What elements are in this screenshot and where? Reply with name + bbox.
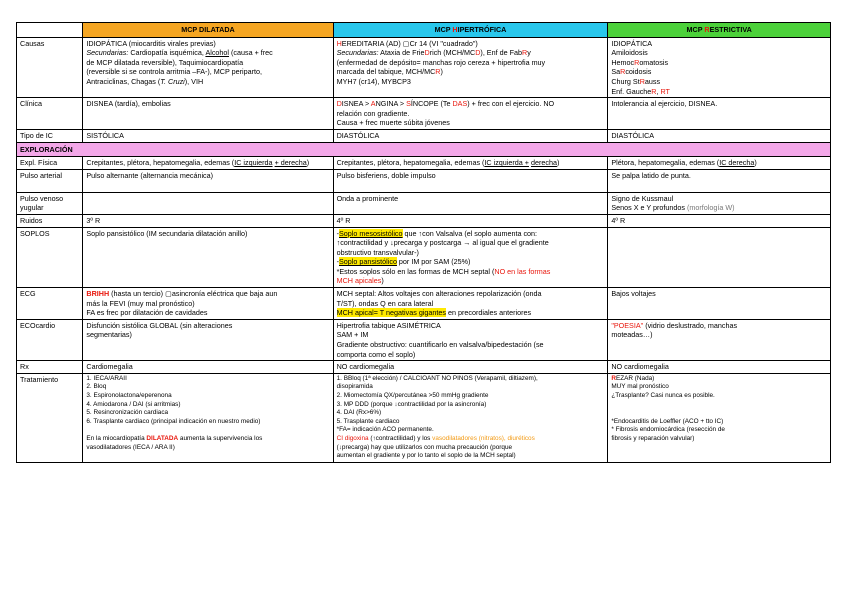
cell-pulso-venoso-dilatada bbox=[83, 192, 333, 214]
cell-pulso-venoso-hipertrofica: Onda a prominente bbox=[333, 192, 608, 214]
cell-ecg-dilatada: BRIHH (hasta un tercio) ▢asincronía eléctrica que baja aun más la FEVI (muy mal pronóstico) FA es frec por dilatación de cavidades bbox=[83, 288, 333, 320]
cell-pulso-arterial-hipertrofica: Pulso bisferiens, doble impulso bbox=[333, 169, 608, 192]
cell-clinica-restrictiva: Intolerancia al ejercicio, DISNEA. bbox=[608, 98, 831, 130]
square-icon: ▢ bbox=[165, 289, 172, 299]
cell-expl-hipertrofica: Crepitantes, plétora, hepatomegalia, edemas (IC izquierda + derecha) bbox=[333, 157, 608, 170]
comparison-table bbox=[16, 22, 831, 463]
cell-rx-restrictiva: NO cardiomegalia bbox=[608, 361, 831, 374]
row-pulso-venoso bbox=[17, 192, 831, 214]
row-pulso-arterial bbox=[17, 169, 831, 192]
row-label: Ruidos bbox=[17, 214, 83, 227]
row-causas bbox=[17, 37, 831, 98]
cell-expl-restrictiva: Plétora, hepatomegalia, edemas (IC derecha) bbox=[608, 157, 831, 170]
header-dilatada: MCP DILATADA bbox=[83, 23, 333, 38]
cell-ruidos-hipertrofica: 4º R bbox=[333, 214, 608, 227]
cell-tto-hipertrofica: 1. BBloq (1ª elección) / CALCIOANT NO PINOS (Verapamil, diltiazem), disopiramida 2. Miomectomía QX/percutánea >50 mmHg gradiente 3. MP DDD (porque ↓contractilidad por la asincronía) 4. DAI (Rx>6%) 5. Trasplante cardiaco *FA= indicación ACO permanente. CI digoxina (↑contractilidad) y los vasodilatadores (nitratos), diuréticos (↓precarga) hay que utilizarlos con mucha precaución (porque aumentan el gradiente y por lo tanto el soplo de la MCH septal) bbox=[333, 373, 608, 462]
row-clinica bbox=[17, 98, 831, 130]
cell-soplos-hipertrofica: -Soplo mesosistólico que ↑con Valsalva (el soplo aumenta con: ↑contractilidad y ↓precarga y postcarga → al igual que el gradiente obstructivo transvalvular-) -Soplo pansistólico por IM por SAM (25%) *Estos soplos sólo en las formas de MCH septal (NO en las formas MCH apicales) bbox=[333, 227, 608, 288]
cell-rx-dilatada: Cardiomegalia bbox=[83, 361, 333, 374]
row-tipo-ic bbox=[17, 129, 831, 142]
row-label: Pulso arterial bbox=[17, 169, 83, 192]
row-label: SOPLOS bbox=[17, 227, 83, 288]
row-label: Clínica bbox=[17, 98, 83, 130]
square-icon: ▢ bbox=[402, 38, 410, 48]
row-label: Pulso venoso yugular bbox=[17, 192, 83, 214]
row-label: ECOcardio bbox=[17, 319, 83, 360]
cell-clinica-hipertrofica: DISNEA > ANGINA > SÍNCOPE (Te DAS) + frec con el ejercicio. NO relación con gradiente. Causa + frec muerte súbita jóvenes bbox=[333, 98, 608, 130]
cell-ecg-restrictiva: Bajos voltajes bbox=[608, 288, 831, 320]
cell-ecg-hipertrofica: MCH septal: Altos voltajes con alteraciones repolarización (onda T/ST), ondas Q en cara lateral MCH apical= T negativas gigantes en precordiales anteriores bbox=[333, 288, 608, 320]
cell-pulso-arterial-restrictiva: Se palpa latido de punta. bbox=[608, 169, 831, 192]
cell-pulso-arterial-dilatada: Pulso alternante (alternancia mecánica) bbox=[83, 169, 333, 192]
cell-rx-hipertrofica: NO cardiomegalia bbox=[333, 361, 608, 374]
row-soplos bbox=[17, 227, 831, 288]
cell-tipo-ic-restrictiva: DIASTÓLICA bbox=[608, 129, 831, 142]
row-label: Expl. Física bbox=[17, 157, 83, 170]
cell-ruidos-dilatada: 3º R bbox=[83, 214, 333, 227]
cell-tto-restrictiva: REZAR (Nada) MUY mal pronóstico ¿Trasplante? Casi nunca es posible. *Endocarditis de Loeffler (ACO + tto IC) * Fibrosis endomiocárdica (resección de fibrosis y reparación valvular) bbox=[608, 373, 831, 462]
cell-eco-dilatada: Disfunción sistólica GLOBAL (sin alteraciones segmentarias) bbox=[83, 319, 333, 360]
row-ruidos bbox=[17, 214, 831, 227]
section-exploracion bbox=[17, 142, 831, 157]
row-expl-fisica bbox=[17, 157, 831, 170]
cell-causas-restrictiva: IDIOPÁTICA Amiloidosis HemocRomatosis SaRcoidosis Churg StRauss Enf. GaucheR, RT bbox=[608, 37, 831, 98]
cell-tto-dilatada: 1. IECA/ARAII 2. Bloq 3. Espironolactona/eperenona 4. Amiodarona / DAI (si arritmias) 5. Resincronización cardiaca 6. Trasplante cardiaco (principal indicación en nuestro medio) En la miocardiopatía DILATADA aumenta la supervivencia los vasodilatadores (IECA / ARA II) bbox=[83, 373, 333, 462]
row-label: Rx bbox=[17, 361, 83, 374]
cell-soplos-restrictiva bbox=[608, 227, 831, 288]
row-ecg bbox=[17, 288, 831, 320]
cell-ruidos-restrictiva: 4º R bbox=[608, 214, 831, 227]
cell-clinica-dilatada: DISNEA (tardía), embolias bbox=[83, 98, 333, 130]
row-ecocardio bbox=[17, 319, 831, 360]
cell-causas-hipertrofica: HEREDITARIA (AD) ▢Cr 14 (VI "cuadrado") Secundarias: Ataxia de FrieDrich (MCH/MCD), Enf de FabRy (enfermedad de depósito= manchas rojo cereza + hipertrofia muy marcada del tabique, MCH/MCR) MYH7 (cr14), MYBCP3 bbox=[333, 37, 608, 98]
cell-tipo-ic-hipertrofica: DIASTÓLICA bbox=[333, 129, 608, 142]
row-rx bbox=[17, 361, 831, 374]
section-title: EXPLORACIÓN bbox=[17, 142, 831, 157]
row-label: Tratamiento bbox=[17, 373, 83, 462]
header-restrictiva: MCP RESTRICTIVA bbox=[608, 23, 831, 38]
header-empty bbox=[17, 23, 83, 38]
row-label: Causas bbox=[17, 37, 83, 98]
cell-expl-dilatada: Crepitantes, plétora, hepatomegalia, edemas (IC izquierda + derecha) bbox=[83, 157, 333, 170]
row-label: ECG bbox=[17, 288, 83, 320]
cell-pulso-venoso-restrictiva: Signo de Kussmaul Senos X e Y profundos (morfología W) bbox=[608, 192, 831, 214]
row-label: Tipo de IC bbox=[17, 129, 83, 142]
cell-soplos-dilatada: Soplo pansistólico (IM secundaria dilatación anillo) bbox=[83, 227, 333, 288]
header-row bbox=[17, 23, 831, 38]
cell-eco-hipertrofica: Hipertrofia tabique ASIMÉTRICA SAM + IM Gradiente obstructivo: cuantificarlo en valsalva/bipedestación (se comporta como el soplo) bbox=[333, 319, 608, 360]
header-hipertrofica: MCP HIPERTRÓFICA bbox=[333, 23, 608, 38]
cell-tipo-ic-dilatada: SISTÓLICA bbox=[83, 129, 333, 142]
row-tratamiento bbox=[17, 373, 831, 462]
cell-causas-dilatada: IDIOPÁTICA (miocarditis virales previas) Secundarias: Cardiopatía isquémica, Alcohol (causa + frec de MCP dilatada reversible), Taquimiocardiopatía (reversible si se controla arritmia –FA-), MCP periparto, Antraciclinas, Chagas (T. Cruzi), VIH bbox=[83, 37, 333, 98]
cell-eco-restrictiva: "POESIA" (vidrio deslustrado, manchas moteadas…) bbox=[608, 319, 831, 360]
